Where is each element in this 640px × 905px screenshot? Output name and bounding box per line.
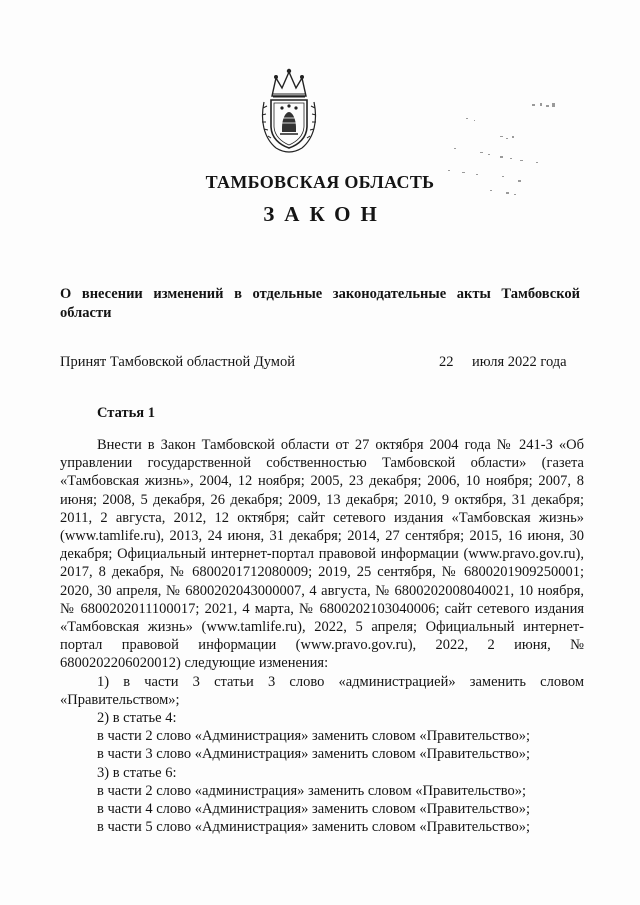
list-item: в части 4 слово «Администрация» заменить словом «Правительство»; [97, 801, 531, 818]
list-item: 2) в статье 4: [97, 710, 177, 727]
article-intro-paragraph: Внести в Закон Тамбовской области от 27 октября 2004 года № 241-З «Об управлении государственной собственностью Тамбовской области» (газета «Тамбовская жизнь», 2004, 12 ноября; 2005, 23 декабря; 2006, 10 ноября; 2007, 8 июня; 2008, 5 декабря, 26 декабря; 2009, 13 декабря; 2010, 9 октября, 31 декабря; 2011, 2 августа, 2012, 12 октября; сайт сетевого издания «Тамбовская жизнь» (www.tamlife.ru), 2013, 24 июня, 31 декабря; 2014, 27 сентября; 2015, 16 июня, 30 декабря; Официальный интернет-портал правовой информации (www.pravo.gov.ru), 2017, 8 декабря, № 6800201712080009; 2019, 25 сентября, № 6800201909250001; 2020, 30 апреля, № 6800202043000007, 4 августа, № 6800202008040021, 10 ноября, № 6800202011100017; 2021, 4 марта, № 6800202103040006; сайт сетевого издания «Тамбовская жизнь» (www.tamlife.ru), 2022, 5 апреля; Официальный интернет-портал правовой информации (www.pravo.gov.ru), 2022, 2 июня, № 6800202206020012) следующие изменения: [60, 437, 584, 672]
adoption-line [60, 354, 570, 374]
list-item: в части 2 слово «Администрация» заменить словом «Правительство»; [97, 728, 531, 745]
document-type: ЗАКОН [263, 202, 387, 226]
law-title: О внесении изменений в отдельные законодательные акты Тамбовской области [60, 286, 580, 321]
region-name: ТАМБОВСКАЯ ОБЛАСТЬ [205, 172, 435, 192]
list-item: 3) в статье 6: [97, 764, 177, 781]
list-item: в части 5 слово «Администрация» заменить словом «Правительство»; [97, 819, 531, 836]
adoption-day: 22 [439, 354, 454, 370]
article-heading: Статья 1 [97, 405, 155, 421]
list-item: 1) в части 3 статьи 3 слово «администрацией» заменить словом «Правительством»; [60, 673, 584, 708]
list-item: в части 3 слово «Администрация» заменить словом «Правительство»; [97, 746, 531, 763]
coat-of-arms-tambov-icon [258, 66, 320, 156]
list-item: в части 2 слово «администрация» заменить словом «Правительство»; [97, 782, 526, 799]
adopted-by: Принят Тамбовской областной Думой [60, 354, 295, 370]
article-body [60, 436, 584, 836]
adoption-month-year: июля 2022 года [472, 354, 567, 370]
